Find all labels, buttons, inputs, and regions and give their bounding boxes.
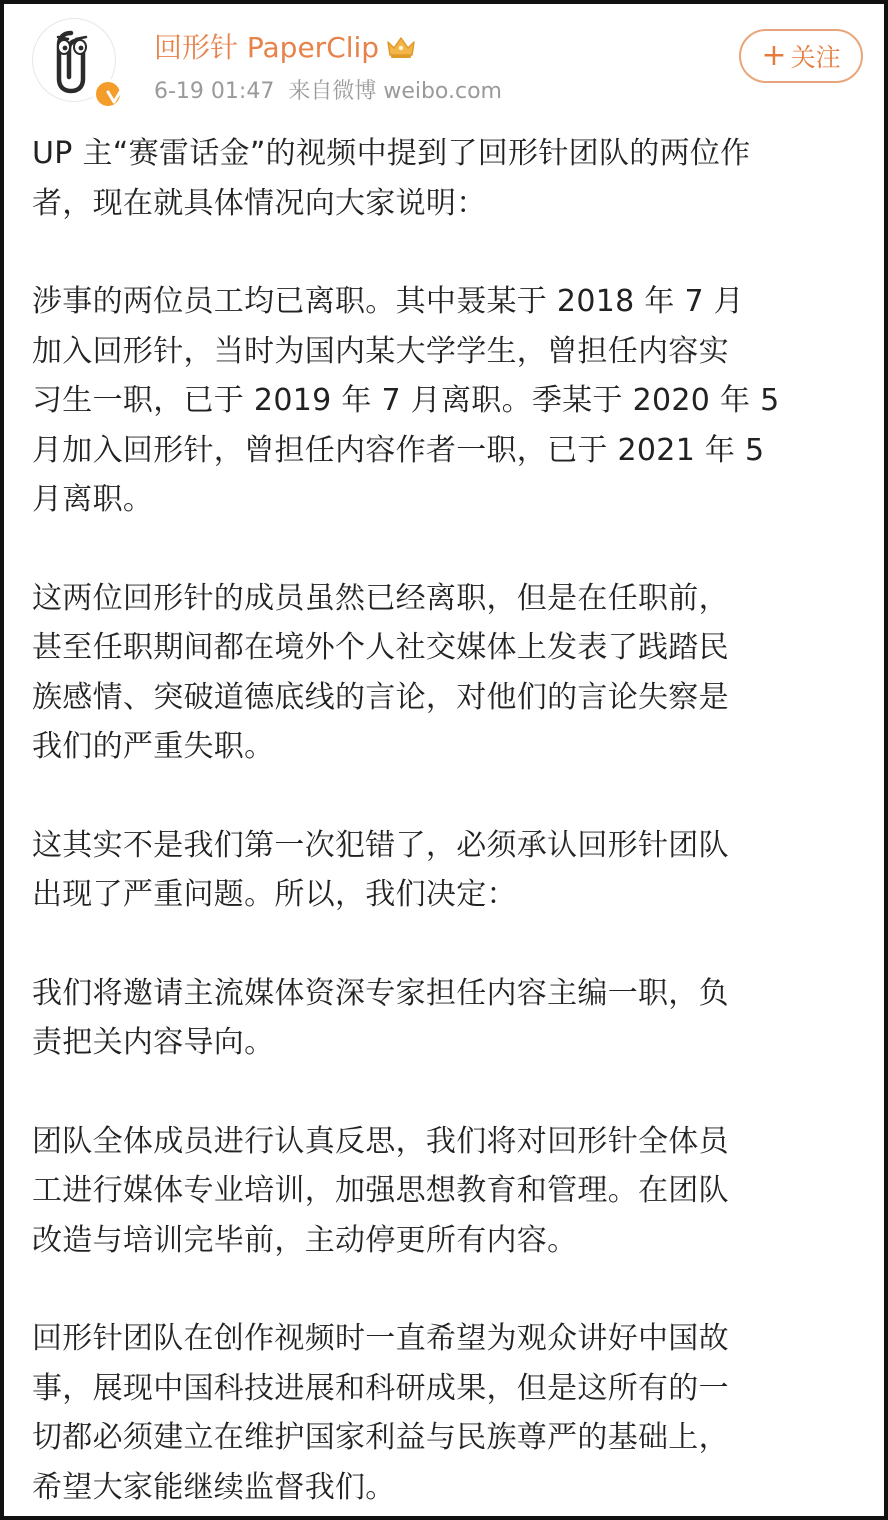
text-line: 习生一职，已于 2019 年 7 月离职。季某于 2020 年 5 (32, 383, 780, 418)
paragraph (32, 1117, 860, 1266)
text-line: 工进行媒体专业培训，加强思想教育和管理。在团队 (32, 1173, 729, 1208)
text-line: 族感情、突破道德底线的言论，对他们的言论失察是 (32, 679, 729, 715)
text-line: 事，展现中国科技进展和科研成果，但是这所有的一 (32, 1370, 729, 1406)
text-line: 这两位回形针的成员虽然已经离职，但是在任职前， (32, 580, 729, 616)
post-source[interactable]: 来自微博 weibo.com (288, 79, 502, 104)
text-line: 我们的严重失职。 (32, 729, 275, 764)
account-name-label: 回形针 PaperClip (154, 31, 380, 64)
follow-button[interactable] (739, 29, 863, 83)
crown-icon (385, 33, 417, 59)
verified-badge-icon (93, 79, 123, 109)
text-line: 月加入回形针，曾担任内容作者一职，已于 2021 年 5 (32, 432, 765, 468)
account-name[interactable] (154, 26, 417, 66)
avatar[interactable] (32, 18, 116, 102)
paragraph (32, 129, 860, 228)
follow-label: 关注 (790, 43, 841, 72)
text-line: 者，现在就具体情况向大家说明： (32, 185, 487, 221)
text-line: 希望大家能继续监督我们。 (32, 1469, 396, 1505)
text-line: 回形针团队在创作视频时一直希望为观众讲好中国故 (32, 1321, 729, 1356)
paragraph (32, 969, 860, 1068)
paragraph (32, 1314, 860, 1512)
paragraph (32, 574, 860, 772)
text-line: 责把关内容导向。 (32, 1025, 275, 1060)
paragraph (32, 277, 860, 525)
post-header (4, 4, 884, 119)
text-line: 切都必须建立在维护国家利益与民族尊严的基础上， (32, 1420, 729, 1455)
text-line: 这其实不是我们第一次犯错了，必须承认回形针团队 (32, 827, 729, 863)
post-body (32, 129, 860, 1512)
paragraph (32, 821, 860, 920)
text-line: 加入回形针，当时为国内某大学学生，曾担任内容实 (32, 333, 729, 369)
post-meta (154, 74, 502, 105)
text-line: 我们将邀请主流媒体资深专家担任内容主编一职，负 (32, 975, 729, 1011)
plus-icon: + (761, 38, 787, 73)
text-line: 团队全体成员进行认真反思，我们将对回形针全体员 (32, 1123, 729, 1159)
text-line: 改造与培训完毕前，主动停更所有内容。 (32, 1222, 578, 1258)
text-line: 月离职。 (32, 482, 154, 517)
text-line: UP 主“赛雷话金”的视频中提到了回形针团队的两位作 (32, 136, 751, 171)
text-line: 涉事的两位员工均已离职。其中聂某于 2018 年 7 月 (32, 284, 744, 319)
text-line: 甚至任职期间都在境外个人社交媒体上发表了践踏民 (32, 630, 729, 665)
text-line: 出现了严重问题。所以，我们决定： (32, 877, 517, 912)
post-timestamp: 6-19 01:47 (154, 79, 275, 104)
